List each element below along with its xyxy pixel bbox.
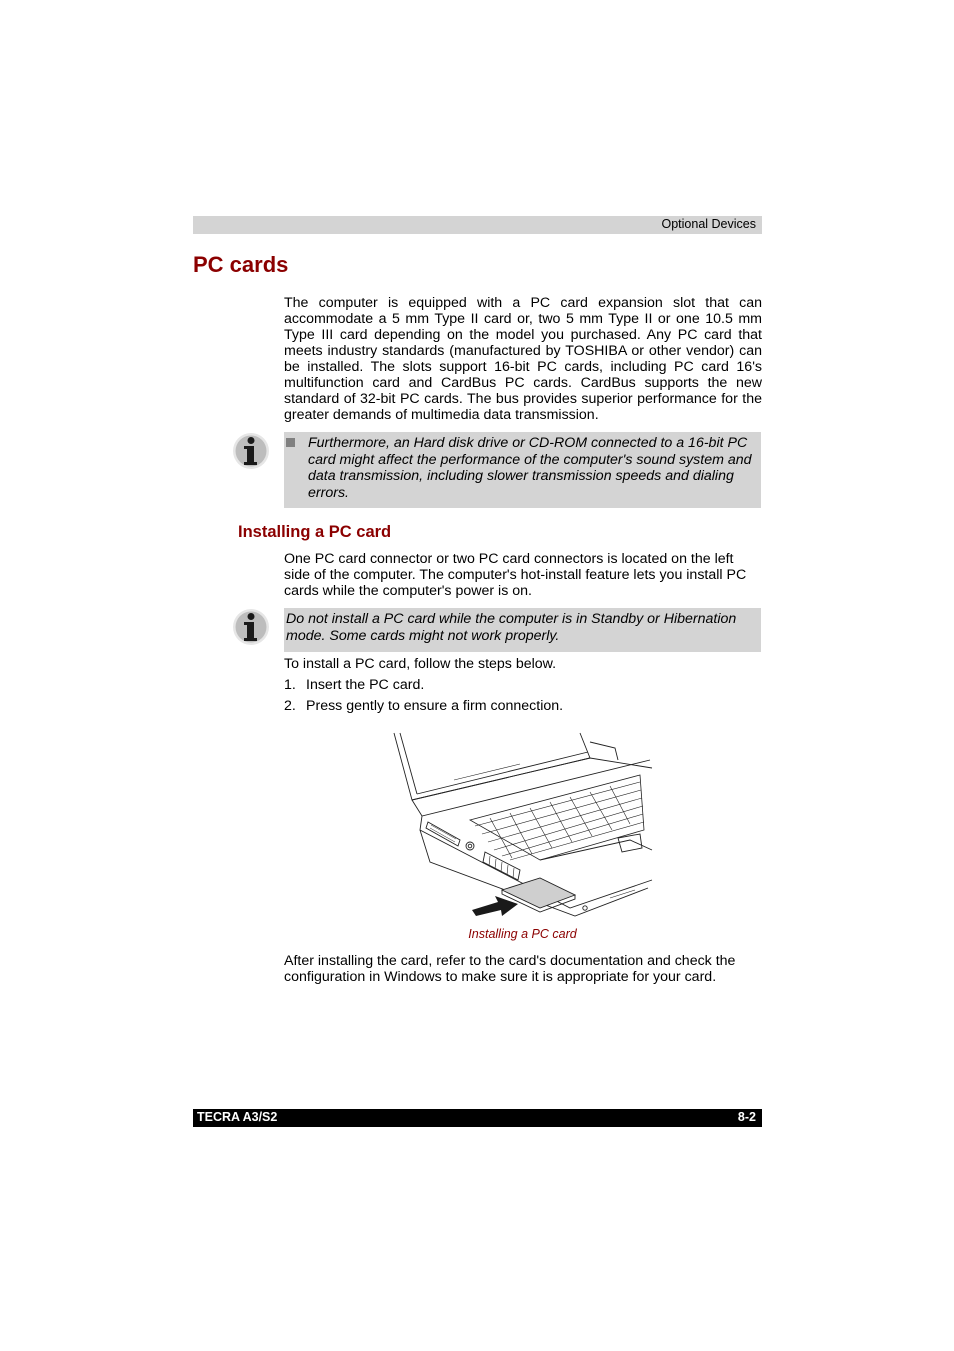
footer-model: TECRA A3/S2: [197, 1110, 278, 1124]
step-text: Insert the PC card.: [306, 677, 425, 693]
info-icon: [232, 432, 270, 470]
page-title: PC cards: [193, 252, 289, 277]
step-number: 1.: [284, 677, 296, 693]
running-header: [193, 216, 762, 234]
running-footer: [193, 1109, 762, 1127]
note-text: Furthermore, an Hard disk drive or CD-ROM connected to a 16-bit PC card might affect the performance of the computer's sound system and data transmission, including slower transmission speeds and dialing errors.: [308, 435, 752, 501]
steps-lead: To install a PC card, follow the steps below.: [284, 656, 557, 672]
laptop-pc-card-illustration: [390, 730, 655, 920]
note-text: Do not install a PC card while the computer is in Standby or Hibernation mode. Some cards might not work properly.: [286, 611, 737, 644]
page-number: 8-2: [737, 1110, 756, 1124]
intro-paragraph: The computer is equipped with a PC card expansion slot that can accommodate a 5 mm Type II card or, two 5 mm Type II or one 10.5 mm Type III card depending on the model you purchased. Any PC card that meets industry standards (manufactured by TOSHIBA or other vendor) can be installed. The slots support 16-bit PC cards, including PC card 16's multifunction card and CardBus PC cards. CardBus supports the new standard of 32-bit PC cards. The bus provides superior performance for the greater demands of multimedia data transmission.: [284, 295, 762, 423]
step-text: Press gently to ensure a firm connection.: [306, 698, 564, 714]
header-section: Optional Devices: [661, 217, 756, 231]
install-paragraph: One PC card connector or two PC card connectors is located on the left side of the computer. The computer's hot-install feature lets you install PC cards while the computer's power is on.: [284, 551, 747, 599]
bullet-square-icon: [286, 438, 295, 447]
closing-paragraph: After installing the card, refer to the card's documentation and check the configuration in Windows to make sure it is appropriate for your card.: [284, 953, 736, 985]
info-icon: [232, 608, 270, 646]
step-number: 2.: [284, 698, 296, 714]
note-box: [284, 608, 761, 652]
section-heading: Installing a PC card: [238, 523, 392, 541]
note-box: [284, 432, 761, 508]
figure-caption: Installing a PC card: [468, 927, 577, 941]
